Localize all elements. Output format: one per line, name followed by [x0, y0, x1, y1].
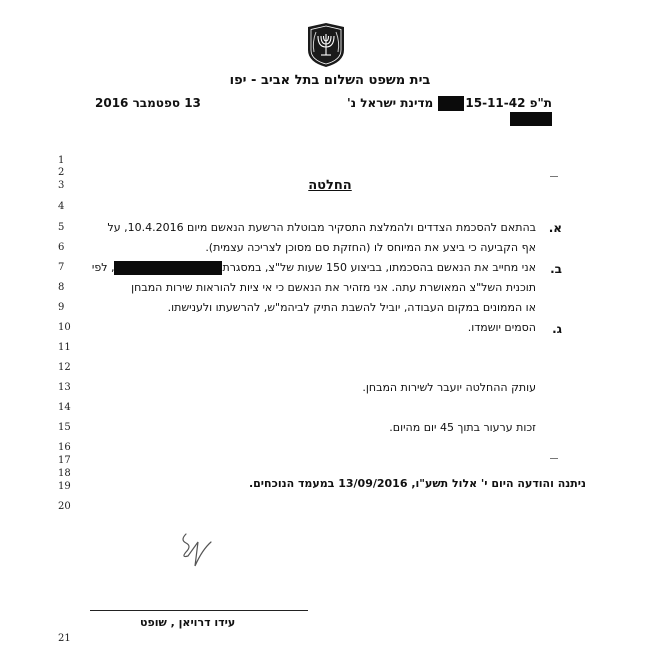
- line-number: 5: [58, 222, 65, 233]
- judge-signature: [178, 528, 218, 574]
- line-number: 7: [58, 262, 65, 273]
- redaction-bar: [114, 261, 222, 275]
- line-number: 16: [58, 442, 71, 453]
- line-number: 1: [58, 155, 65, 166]
- state-emblem-icon: [306, 22, 346, 68]
- decision-date: 13 ספטמבר 2016: [95, 96, 201, 110]
- line-number: 8: [58, 282, 65, 293]
- line-number: 20: [58, 501, 71, 512]
- line-number: 6: [58, 242, 65, 253]
- case-number: [347, 96, 552, 111]
- court-name: בית משפט השלום בתל אביב - יפו: [229, 73, 431, 88]
- redaction-bar: [438, 96, 464, 111]
- item-c-line-1: הסמים יושמדו.: [467, 321, 536, 334]
- item-marker: ב.: [550, 262, 562, 276]
- item-b-text-post: , לפי: [91, 261, 115, 274]
- item-marker: ג.: [552, 322, 562, 336]
- appeal-note: זכות ערעור בתוך 45 יום מהיום.: [389, 421, 536, 434]
- ruling-statement: ניתנה והודעה היום י' אלול תשע"ו, 13/09/2016 במעמד הנוכחים.: [248, 477, 586, 490]
- margin-dash: [550, 458, 558, 459]
- item-a-line-2: אף הקביעה כי ביצע את המיוחס לו (החזקת סם מסוכן לצריכה עצמית).: [205, 241, 536, 254]
- redaction-bar: [510, 112, 552, 126]
- line-number: 19: [58, 481, 71, 492]
- copy-note: עותק ההחלטה יועבר לשירות המבחן.: [362, 381, 536, 394]
- line-number: 14: [58, 402, 71, 413]
- line-number: 12: [58, 362, 71, 373]
- signature-line: [90, 610, 308, 611]
- line-number: 11: [58, 342, 71, 353]
- line-number: 9: [58, 302, 65, 313]
- line-number: 2: [58, 167, 65, 178]
- line-number: 18: [58, 468, 71, 479]
- line-number: 4: [58, 201, 65, 212]
- item-b-line-3: או הממונים במקום העבודה, יוביל להשבת התיק לביהמ"ש, להרשעתו ולענישתו.: [167, 301, 536, 314]
- decision-title: החלטה: [308, 178, 352, 193]
- line-number: 10: [58, 322, 71, 333]
- margin-dash: [550, 176, 558, 177]
- item-b-line-2: תוכנית השל"צ המאושרת עתה. אני מזהיר את הנאשם כי אי ציות להוראות שירות המבחן: [131, 281, 536, 294]
- line-number: 17: [58, 455, 71, 466]
- line-number: 3: [58, 180, 65, 191]
- case-suffix: מדינת ישראל נ': [346, 96, 434, 110]
- line-number: 21: [58, 633, 71, 644]
- item-marker: א.: [548, 221, 562, 235]
- line-number: 15: [58, 422, 71, 433]
- line-number: 13: [58, 382, 71, 393]
- item-b-line-1: [92, 258, 536, 278]
- judge-name: עידו דרויאן , שופט: [140, 616, 236, 629]
- item-b-text-pre: אני מחייב את הנאשם בהסכמתו, בביצוע 150 שעות של"צ, במסגרת: [222, 261, 536, 274]
- item-a-line-1: בהתאם להסכמת הצדדים ולהמלצת התסקיר מבוטלת הרשעת הנאשם מיום 10.4.2016, על: [107, 221, 536, 234]
- case-prefix: ת"פ 15-11-42: [465, 96, 552, 110]
